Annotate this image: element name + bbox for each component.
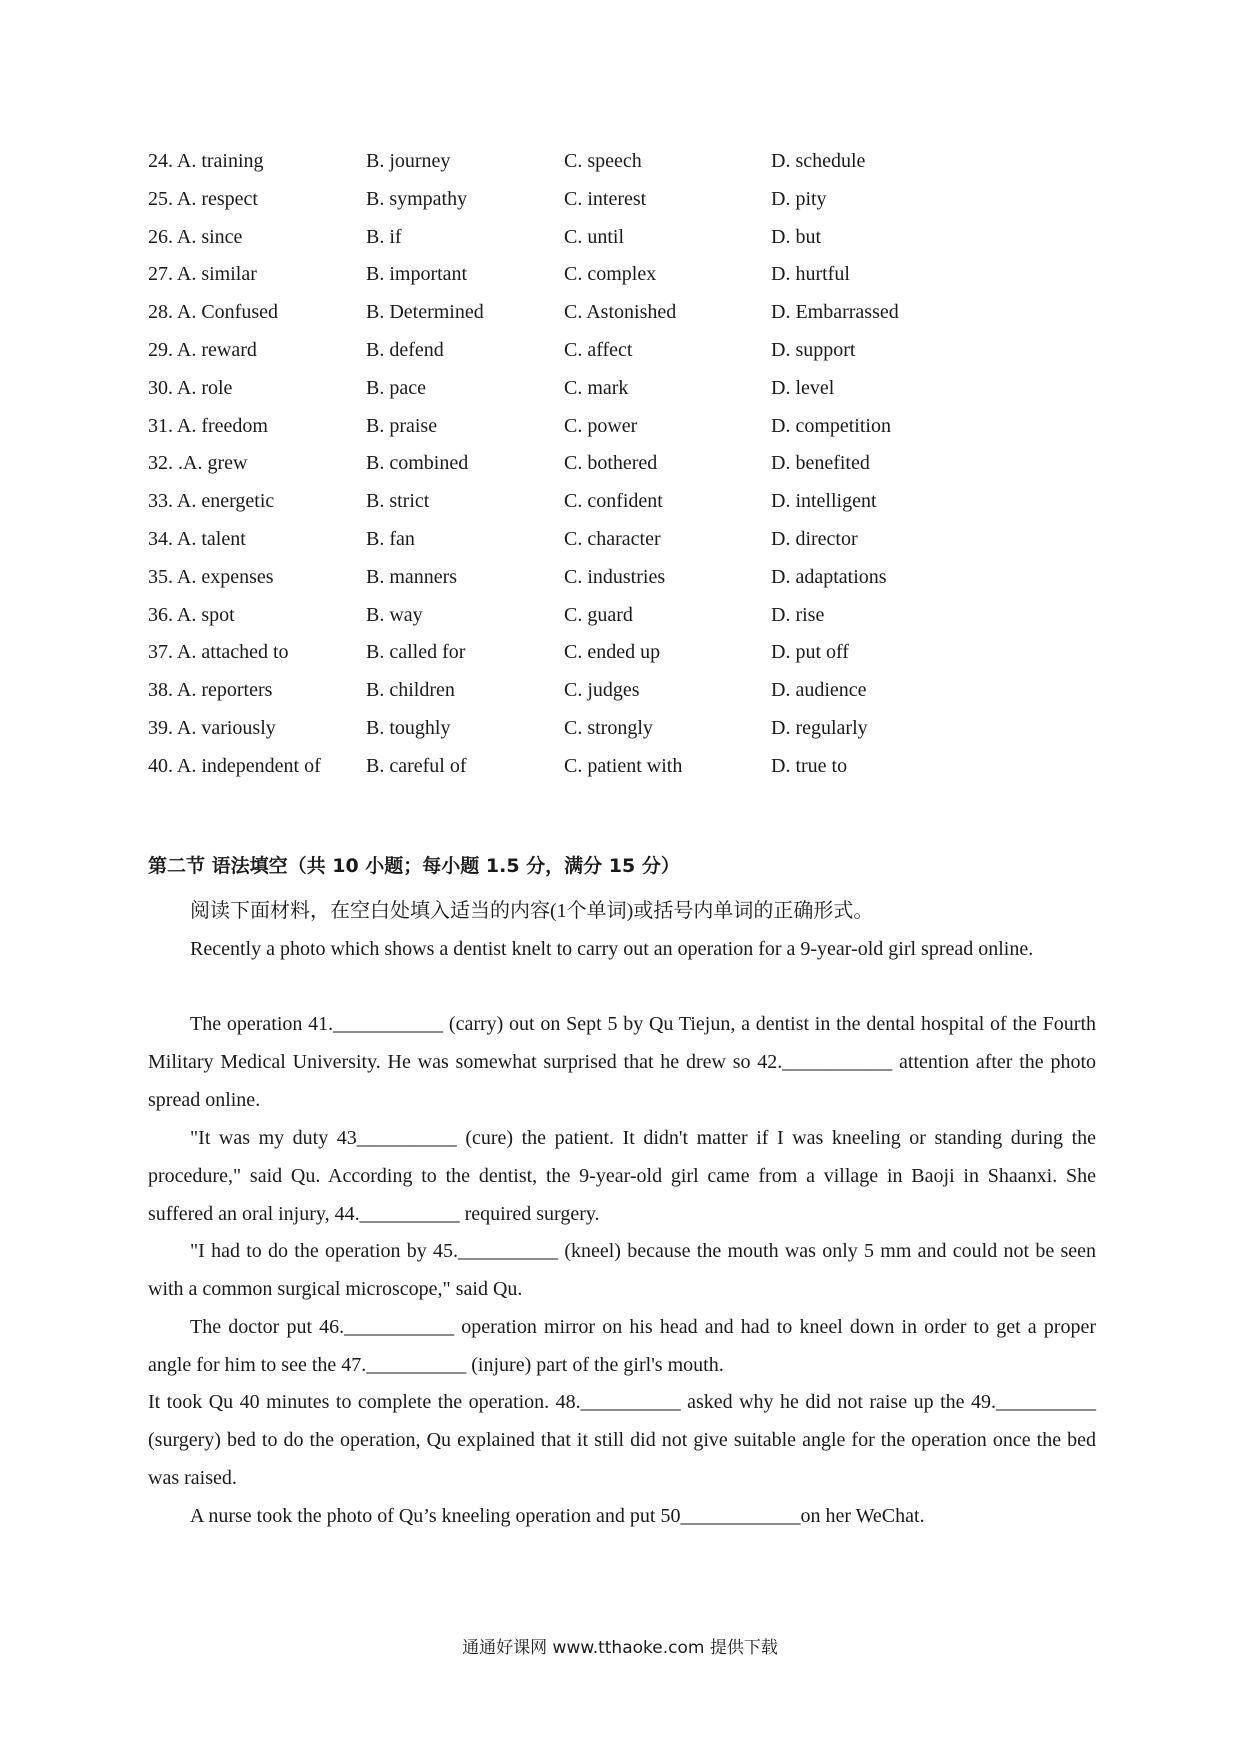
section-title: 第二节 语法填空（共 10 小题；每小题 1.5 分，满分 15 分） [148,855,680,877]
option-c: C. character [564,528,661,550]
option-c: C. affect [564,339,633,361]
option-b: B. way [366,603,423,626]
option-a: 32. .A. grew [148,452,248,475]
option-c: C. mark [564,376,629,399]
option-d: D. benefited [771,452,870,475]
option-row [0,184,1240,214]
option-b: B. called for [366,641,466,664]
option-c: C. power [564,414,638,437]
option-a: 25. A. respect [148,187,258,210]
option-a: 31. A. freedom [148,414,268,437]
option-row [0,751,1240,781]
option-d: D. level [771,376,835,399]
option-a: 37. A. attached to [148,641,289,664]
option-row [0,335,1240,365]
option-row [0,675,1240,705]
option-d: D. schedule [771,150,866,172]
option-row [0,524,1240,554]
option-d: D. true to [771,754,848,777]
option-c: C. complex [564,263,657,286]
option-c: C. confident [564,490,663,513]
option-d: D. competition [771,414,891,437]
option-b: B. children [366,679,455,702]
option-c: C. speech [564,150,642,172]
option-b: B. fan [366,528,415,550]
option-row [0,297,1240,327]
option-d: D. Embarrassed [771,301,899,324]
option-d: D. rise [771,603,825,626]
option-b: B. toughly [366,717,451,739]
paragraph: The operation 41.___________ (carry) out on Sept 5 by Qu Tiejun, a dentist in the dental hospital of the Fourth Military Medical University. He was somewhat surprised that he drew so 42.___________ attention after the photo spread online. [148,1013,1096,1111]
option-c: C. ended up [564,641,661,664]
option-d: D. regularly [771,717,868,739]
paragraph: It took Qu 40 minutes to complete the operation. 48.__________ asked why he did not raise up the 49.__________ (surgery) bed to do the operation, Qu explained that it still did not give suitable angle for the operation once the bed was raised. [148,1391,1096,1489]
option-d: D. pity [771,187,827,210]
option-c: C. patient with [564,754,683,777]
option-b: B. careful of [366,754,467,777]
option-b: B. if [366,225,402,248]
option-row [0,448,1240,478]
option-d: D. support [771,339,856,361]
option-a: 38. A. reporters [148,679,273,702]
option-d: D. but [771,225,821,248]
option-d: D. adaptations [771,565,887,588]
paragraph: The doctor put 46.___________ operation mirror on his head and had to kneel down in order to get a proper angle for him to see the 47.__________ (injure) part of the girl's mouth. [148,1316,1096,1376]
option-row [0,600,1240,630]
option-b: B. strict [366,490,430,513]
option-a: 40. A. independent of [148,754,321,777]
option-a: 26. A. since [148,225,243,248]
option-b: B. praise [366,414,438,437]
paragraph: A nurse took the photo of Qu’s kneeling operation and put 50____________on her WeChat. [190,1505,925,1527]
option-row [0,146,1240,176]
option-a: 34. A. talent [148,528,246,550]
option-a: 30. A. role [148,376,233,399]
option-d: D. audience [771,679,867,702]
option-c: C. Astonished [564,301,677,324]
option-b: B. journey [366,150,451,172]
option-d: D. hurtful [771,263,850,286]
option-a: 29. A. reward [148,339,257,361]
option-a: 28. A. Confused [148,301,278,324]
option-c: C. until [564,225,625,248]
option-c: C. guard [564,603,633,626]
option-c: C. bothered [564,452,658,475]
paragraph: "It was my duty 43__________ (cure) the patient. It didn't matter if I was kneeling or standing during the procedure," said Qu. According to the dentist, the 9-year-old girl came from a village in Baoji in Shaanxi. She suffered an oral injury, 44.__________ required surgery. [148,1127,1096,1225]
paragraph: Recently a photo which shows a dentist knelt to carry out an operation for a 9-year-old girl spread online. [190,938,1034,960]
option-b: B. Determined [366,301,484,324]
option-c: C. industries [564,565,666,588]
option-b: B. manners [366,565,458,588]
option-c: C. strongly [564,717,653,739]
option-row [0,222,1240,252]
option-row [0,411,1240,441]
option-a: 24. A. training [148,150,264,172]
option-row [0,373,1240,403]
option-b: B. combined [366,452,469,475]
option-a: 35. A. expenses [148,565,274,588]
section-instruction: 阅读下面材料，在空白处填入适当的内容(1个单词)或括号内单词的正确形式。 [190,900,874,922]
option-row [0,486,1240,516]
option-row [0,713,1240,743]
option-d: D. put off [771,641,849,664]
option-a: 27. A. similar [148,263,257,286]
option-c: C. interest [564,187,647,210]
option-b: B. defend [366,339,444,361]
page-footer: 通通好课网 www.tthaoke.com 提供下载 [462,1638,778,1658]
paragraph: "I had to do the operation by 45.__________ (kneel) because the mouth was only 5 mm and could not be seen with a common surgical microscope," said Qu. [148,1240,1096,1300]
option-a: 39. A. variously [148,717,276,739]
option-row [0,259,1240,289]
option-d: D. intelligent [771,490,877,513]
option-b: B. important [366,263,468,286]
option-a: 36. A. spot [148,603,235,626]
option-row [0,637,1240,667]
option-c: C. judges [564,679,640,702]
option-a: 33. A. energetic [148,490,275,513]
option-row [0,562,1240,592]
option-b: B. sympathy [366,187,468,210]
option-d: D. director [771,528,858,550]
option-b: B. pace [366,376,426,399]
